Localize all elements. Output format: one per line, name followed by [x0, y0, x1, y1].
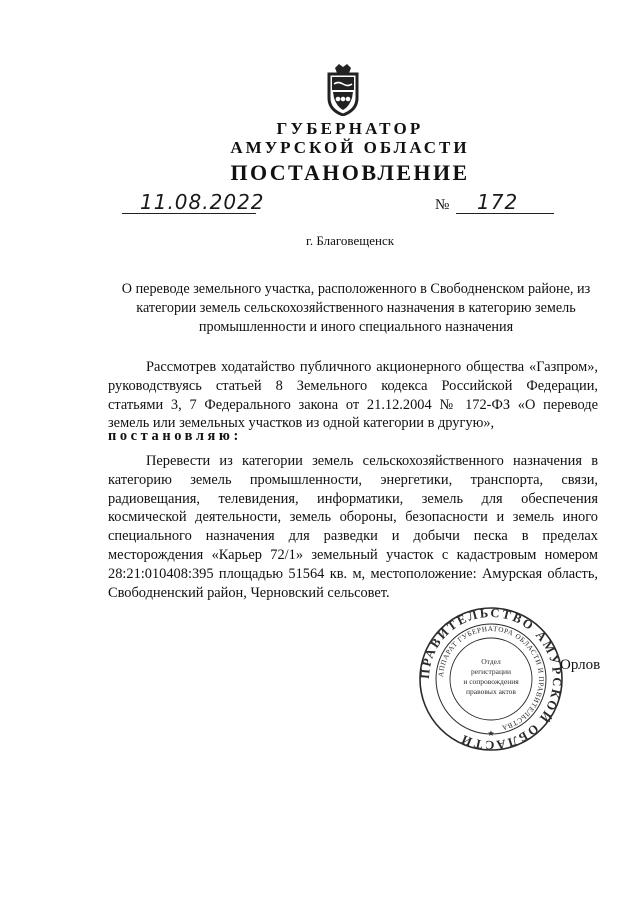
- seal-center-line: и сопровождения: [463, 677, 519, 686]
- city: г. Благовещенск: [305, 233, 395, 248]
- text-line: статьями 3, 7 Федерального закона от 21.12.2004 № 172-ФЗ «О переводе: [108, 396, 598, 413]
- decision-paragraph: [108, 452, 598, 602]
- decree-word: постановляю:: [108, 428, 242, 444]
- number-underline: [456, 213, 554, 214]
- coat-of-arms-emblem: [323, 62, 363, 116]
- subject-line: категории земель сельскохозяйственного назначения в категорию земель: [136, 300, 576, 316]
- text-line: Рассмотрев ходатайство публичного акционерного общества «Газпром»,: [146, 359, 598, 375]
- document-type: ПОСТАНОВЛЕНИЕ: [230, 160, 470, 185]
- text-line: специального назначения для разведки и добычи песка в пределах: [108, 528, 598, 545]
- text-line: радиовещания, телевидения, информатики, земель для обеспечения: [108, 490, 598, 507]
- header-region: АМУРСКОЙ ОБЛАСТИ: [230, 138, 470, 157]
- text-line: земель или земельных участков из одной категории в другую»,: [108, 415, 495, 432]
- text-line: Перевести из категории земель сельскохозяйственного назначения в: [146, 453, 598, 469]
- seal-outer-text: ПРАВИТЕЛЬСТВО АМУРСКОЙ ОБЛАСТИ: [418, 606, 564, 752]
- seal-center-line: правовых актов: [466, 687, 516, 696]
- official-seal-stamp: [418, 606, 564, 752]
- number-sign: №: [435, 197, 450, 213]
- preamble-paragraph: [108, 358, 598, 433]
- subject-line: промышленности и иного специального назначения: [198, 319, 514, 335]
- header-title: ГУБЕРНАТОР: [276, 119, 424, 138]
- text-line: космической деятельности, земель обороны, безопасности и земель иного: [108, 509, 598, 526]
- text-line: руководствуясь статьей 8 Земельного кодекса Российской Федерации,: [108, 377, 598, 394]
- signer-name: Орлов: [560, 657, 601, 673]
- seal-center-line: регистрации: [471, 667, 511, 676]
- document-number: 172: [477, 190, 519, 214]
- date-underline: [122, 213, 256, 214]
- seal-center-line: Отдел: [481, 657, 501, 666]
- subject-line: О переводе земельного участка, расположенного в Свободненском районе, из: [121, 281, 591, 297]
- seal-inner-text: АППАРАТ ГУБЕРНАТОРА ОБЛАСТИ И ПРАВИТЕЛЬСТВА: [436, 624, 546, 732]
- document-subject: [108, 280, 604, 337]
- text-line: Свободненский район, Черновский сельсовет.: [108, 584, 390, 601]
- document-date: 11.08.2022: [140, 190, 265, 214]
- text-line: месторождения «Карьер 72/1» земельный участок с кадастровым номером: [108, 546, 598, 563]
- seal-star-icon: ★: [487, 729, 495, 738]
- text-line: 28:21:010408:395 площадью 51564 кв. м, местоположение: Амурская область,: [108, 565, 598, 582]
- text-line: категорию земель промышленности, энергетики, транспорта, связи,: [108, 471, 598, 488]
